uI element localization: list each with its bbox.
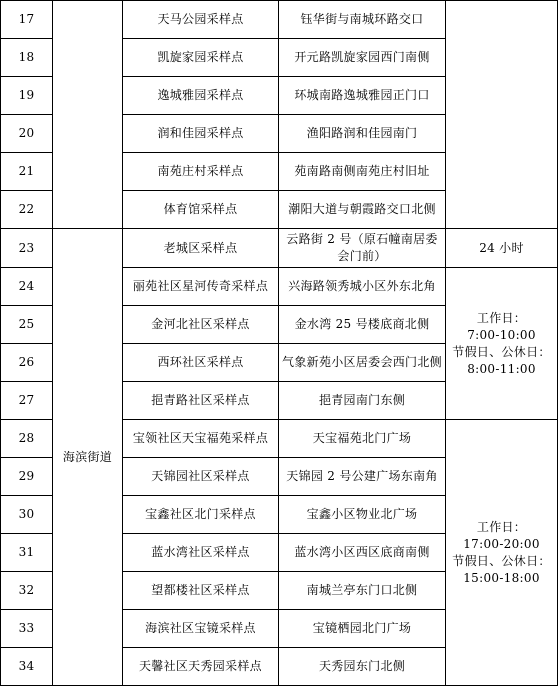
site-name: 南苑庄村采样点 (123, 153, 279, 191)
site-name: 蓝水湾社区采样点 (123, 534, 279, 572)
site-location: 环城南路逸城雅园正门口 (279, 77, 446, 115)
site-location: 天秀园东门北侧 (279, 648, 446, 686)
hours-evening-line: 节假日、公休日： (452, 553, 551, 568)
site-location: 苑南路南侧南苑庄村旧址 (279, 153, 446, 191)
row-number: 20 (1, 115, 53, 153)
site-name: 润和佳园采样点 (123, 115, 279, 153)
site-name: 天锦园社区采样点 (123, 458, 279, 496)
row-number: 32 (1, 572, 53, 610)
site-name: 西环社区采样点 (123, 344, 279, 382)
site-location: 潮阳大道与朝霞路交口北侧 (279, 191, 446, 229)
site-location: 渔阳路润和佳园南门 (279, 115, 446, 153)
site-location: 挹青园南门东侧 (279, 382, 446, 420)
site-name: 宝领社区天宝福苑采样点 (123, 420, 279, 458)
row-number: 31 (1, 534, 53, 572)
site-name: 金河北社区采样点 (123, 306, 279, 344)
site-name: 逸城雅园采样点 (123, 77, 279, 115)
hours-morning (446, 268, 558, 420)
hours-morning-line: 8:00-11:00 (467, 361, 536, 376)
hours-evening-line: 工作日： (476, 519, 527, 534)
row-number: 29 (1, 458, 53, 496)
site-name: 天马公园采样点 (123, 1, 279, 39)
site-name: 凯旋家园采样点 (123, 39, 279, 77)
row-number: 18 (1, 39, 53, 77)
site-location: 宝鑫小区物业北广场 (279, 496, 446, 534)
site-name: 海滨社区宝镜采样点 (123, 610, 279, 648)
row-number: 30 (1, 496, 53, 534)
site-name: 天馨社区天秀园采样点 (123, 648, 279, 686)
site-location: 南城兰亭东门口北侧 (279, 572, 446, 610)
site-location: 云路街 2 号（原石幢南居委会门前） (279, 229, 446, 268)
site-location: 开元路凯旋家园西门南侧 (279, 39, 446, 77)
site-location: 兴海路领秀城小区外东北角 (279, 268, 446, 306)
site-name: 体育馆采样点 (123, 191, 279, 229)
site-location: 天宝福苑北门广场 (279, 420, 446, 458)
row-number: 26 (1, 344, 53, 382)
street-name: 海滨街道 (53, 229, 123, 686)
table-row (1, 229, 558, 268)
row-number: 27 (1, 382, 53, 420)
hours-24: 24 小时 (446, 229, 558, 268)
site-name: 宝鑫社区北门采样点 (123, 496, 279, 534)
site-location: 金水湾 25 号楼底商北侧 (279, 306, 446, 344)
hours-evening-line: 17:00-20:00 (463, 536, 540, 551)
row-number: 34 (1, 648, 53, 686)
row-number: 17 (1, 1, 53, 39)
street-cell-upper (53, 1, 123, 229)
site-name: 老城区采样点 (123, 229, 279, 268)
row-number: 33 (1, 610, 53, 648)
site-name: 丽苑社区星河传奇采样点 (123, 268, 279, 306)
site-location: 钰华街与南城环路交口 (279, 1, 446, 39)
site-location: 宝镜栖园北门广场 (279, 610, 446, 648)
site-name: 挹青路社区采样点 (123, 382, 279, 420)
site-location: 蓝水湾小区西区底商南侧 (279, 534, 446, 572)
row-number: 19 (1, 77, 53, 115)
row-number: 22 (1, 191, 53, 229)
row-number: 21 (1, 153, 53, 191)
hours-morning-line: 7:00-10:00 (467, 327, 536, 342)
row-number: 25 (1, 306, 53, 344)
hours-cell-upper (446, 1, 558, 229)
site-name: 望都楼社区采样点 (123, 572, 279, 610)
row-number: 28 (1, 420, 53, 458)
row-number: 24 (1, 268, 53, 306)
hours-morning-line: 工作日： (476, 310, 527, 325)
site-location: 天锦园 2 号公建广场东南角 (279, 458, 446, 496)
table-row (1, 1, 558, 39)
hours-morning-line: 节假日、公休日： (452, 344, 551, 359)
hours-evening (446, 420, 558, 686)
site-location: 气象新苑小区居委会西门北侧 (279, 344, 446, 382)
hours-evening-line: 15:00-18:00 (463, 570, 540, 585)
row-number: 23 (1, 229, 53, 268)
